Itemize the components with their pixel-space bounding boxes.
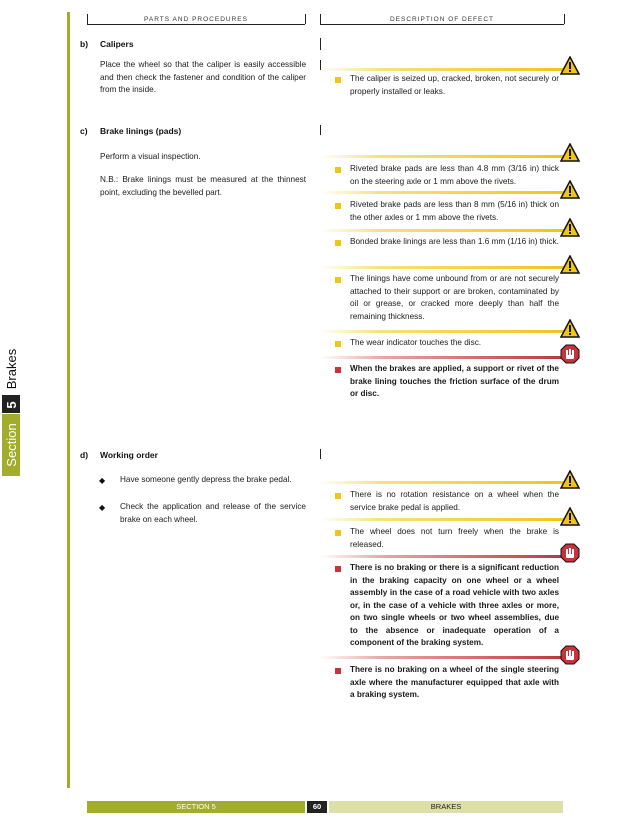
warning-triangle-icon <box>560 319 580 339</box>
diamond-bullet-icon: ◆ <box>99 503 106 512</box>
defect-text: There is no rotation resistance on a wheel when the service brake pedal is applied. <box>350 490 559 512</box>
left-olive-rule <box>67 12 70 788</box>
section-b-divider <box>320 38 321 50</box>
section-d-title: Working order <box>100 450 158 460</box>
warning-square <box>335 530 341 536</box>
section-c-text2: N.B.: Brake linings must be measured at the thinnest point, excluding the bevelled part. <box>100 175 306 197</box>
warning-triangle-icon <box>560 218 580 238</box>
footer-page-number: 60 <box>307 801 327 813</box>
defect-text: Riveted brake pads are less than 8 mm (5/16 in) thick on the other axles or 1 mm above the rivets. <box>350 200 559 222</box>
footer-section: SECTION 5 <box>87 801 305 813</box>
warning-bar <box>320 330 564 333</box>
major-square <box>335 668 341 674</box>
defect-text: The caliper is seized up, cracked, broken, not securely or properly installed or leaks. <box>350 74 559 96</box>
warning-triangle-icon <box>560 180 580 200</box>
defect-text: Riveted brake pads are less than 4.8 mm (3/16 in) thick on the steering axle or 1 mm above the rivets. <box>350 164 559 186</box>
stop-hand-icon <box>560 543 580 563</box>
section-c-text1: Perform a visual inspection. <box>100 152 201 161</box>
warning-square <box>335 167 341 173</box>
section-b-label: b) <box>80 39 89 49</box>
diamond-bullet-icon: ◆ <box>99 476 106 485</box>
section-d-label: d) <box>80 450 89 460</box>
defect-text: Bonded brake linings are less than 1.6 mm (1/16 in) thick. <box>350 237 559 246</box>
defect-text: The wear indicator touches the disc. <box>350 338 482 347</box>
step-text: Have someone gently depress the brake pedal. <box>120 475 292 484</box>
section-b-title: Calipers <box>100 39 134 49</box>
defect-text: There is no braking on a wheel of the single steering axle where the manufacturer equipped that axle with a braking system. <box>350 665 559 699</box>
footer-bar <box>87 801 563 813</box>
warning-triangle-icon <box>560 507 580 527</box>
major-defect-bar <box>320 656 564 659</box>
section-c-divider <box>320 125 321 135</box>
warning-triangle-icon <box>560 143 580 163</box>
header-left-tick-r <box>305 14 306 24</box>
header-parts-procedures: PARTS AND PROCEDURES <box>144 16 248 23</box>
defect-text: There is no braking or there is a significant reduction in the braking capacity on one wheel or a wheel assembly in the case of a road vehicle with two axles or, in the case of a vehicle with three axles or more, on two single wheels or two wheel assemblies, due to the absence or inadequate operation of a component of the braking system. <box>350 563 559 647</box>
major-defect-bar <box>320 555 564 558</box>
section-d-divider <box>320 449 321 459</box>
defect-text: The linings have come unbound from or are not securely attached to their support or are broken, contaminated by oil or grease, or cracked more deeply than half the remaining thickness. <box>350 274 559 321</box>
warning-square <box>335 77 341 83</box>
section-c-title: Brake linings (pads) <box>100 126 182 136</box>
warning-bar <box>320 68 564 71</box>
warning-triangle-icon <box>560 56 580 76</box>
header-description-defect: DESCRIPTION OF DEFECT <box>389 16 495 23</box>
side-tab <box>2 342 20 476</box>
step-text: Check the application and release of the service brake on each wheel. <box>120 502 306 524</box>
warning-square <box>335 277 341 283</box>
warning-bar <box>320 155 564 158</box>
warning-bar <box>320 481 564 484</box>
defect-text: The wheel does not turn freely when the brake is released. <box>350 527 559 549</box>
warning-bar <box>320 518 564 521</box>
defect-text: When the brakes are applied, a support or rivet of the brake lining touches the friction surface of the drum or disc. <box>350 364 559 398</box>
stop-hand-icon <box>560 344 580 364</box>
warning-bar <box>320 229 564 232</box>
header-right-line <box>320 24 564 25</box>
header-right-tick-r <box>564 14 565 24</box>
warning-square <box>335 341 341 347</box>
warning-square <box>335 240 341 246</box>
warning-square <box>335 203 341 209</box>
major-square <box>335 367 341 373</box>
header-left-line <box>87 24 305 25</box>
warning-bar <box>320 266 564 269</box>
warning-triangle-icon <box>560 470 580 490</box>
side-tab-title: Brakes <box>3 348 19 390</box>
footer-title: BRAKES <box>329 801 563 813</box>
side-tab-number: 5 <box>3 401 19 409</box>
major-square <box>335 566 341 572</box>
side-tab-section-word: Section <box>3 423 19 467</box>
section-c-label: c) <box>80 126 88 136</box>
warning-bar <box>320 191 564 194</box>
warning-square <box>335 493 341 499</box>
stop-hand-icon <box>560 645 580 665</box>
major-defect-bar <box>320 356 564 359</box>
warning-triangle-icon <box>560 255 580 275</box>
side-tab-text <box>2 342 20 476</box>
section-b-text: Place the wheel so that the caliper is easily accessible and then check the fastener and condition of the caliper from the inside. <box>100 60 306 94</box>
